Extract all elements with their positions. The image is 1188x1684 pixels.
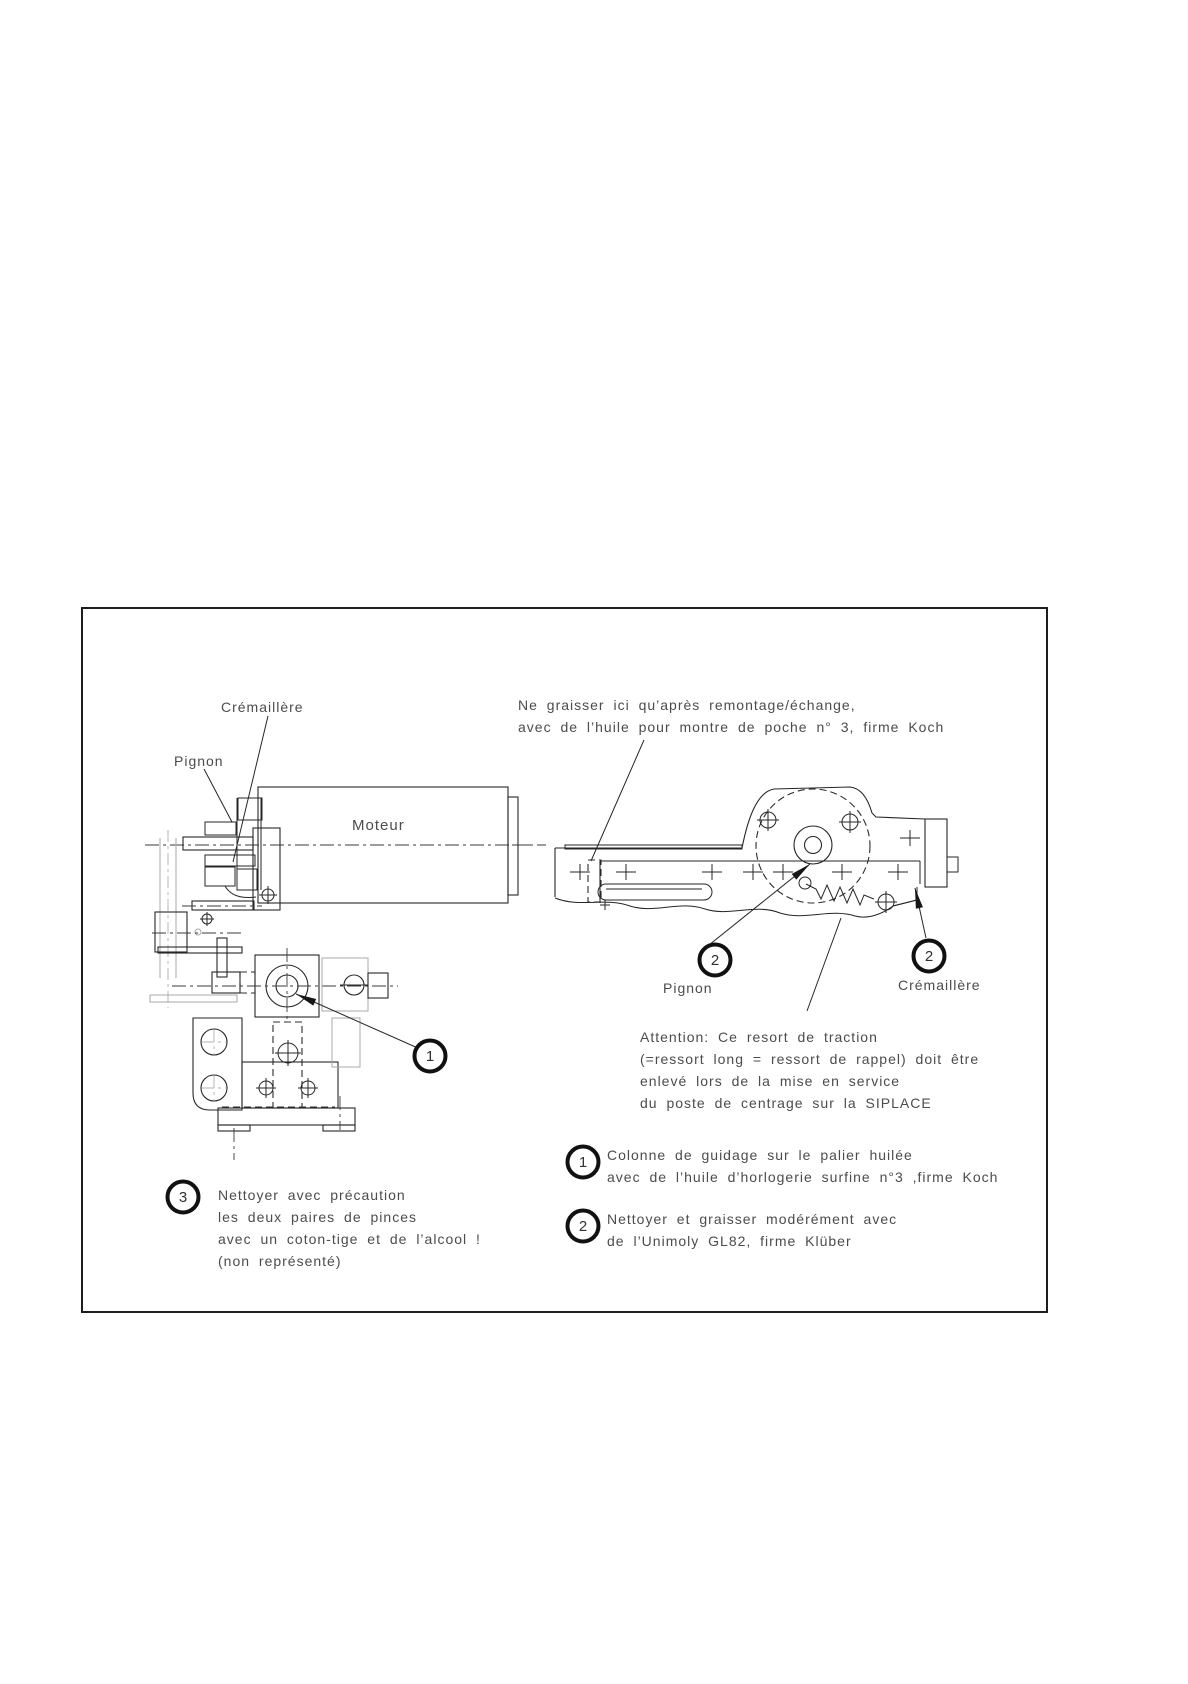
gearbox-block <box>172 948 398 1022</box>
callout-1-arrow <box>296 994 420 1049</box>
guide-column <box>150 830 243 1008</box>
pinion-shaft <box>183 837 253 850</box>
left-view-drawing <box>145 699 530 1160</box>
callout-2a-number: 2 <box>710 952 720 969</box>
bolt-symbol <box>259 886 277 904</box>
note-3-number: 3 <box>178 1189 188 1206</box>
note-2-number: 2 <box>578 1218 588 1235</box>
attention-note <box>640 1029 979 1111</box>
note-3-line4: (non représenté) <box>218 1253 342 1269</box>
legend-note-1 <box>568 1147 999 1186</box>
attention-line3: enlevé lors de la mise en service <box>640 1073 901 1089</box>
attention-line1: Attention: Ce resort de traction <box>640 1029 878 1045</box>
bolt-symbol-small <box>200 912 214 926</box>
right-view-drawing <box>512 697 981 1111</box>
callout-2a-arrow <box>709 864 810 945</box>
pinion-hub <box>794 826 832 864</box>
note-1-line1: Colonne de guidage sur le palier huilée <box>607 1147 913 1163</box>
note-3-line1: Nettoyer avec précaution <box>218 1187 406 1203</box>
note-3-line2: les deux paires de pinces <box>218 1209 417 1225</box>
break-line <box>555 898 917 917</box>
lube-note-line2: avec de l’huile pour montre de poche n° 3, firme Koch <box>518 719 945 735</box>
legend-note-2 <box>568 1211 898 1250</box>
note-1-number: 1 <box>578 1154 588 1171</box>
callout-1-number: 1 <box>425 1048 435 1065</box>
callout-2b-arrow <box>915 888 926 938</box>
spring-leader <box>807 918 841 1011</box>
support-bar <box>192 901 254 910</box>
lube-note-leader <box>591 740 644 861</box>
traction-spring <box>799 877 897 913</box>
rack-end-block <box>925 819 947 887</box>
note-1-line2: avec de l’huile d’horlogerie surfine n°3 ,firme Koch <box>607 1169 999 1185</box>
attention-line2: (=ressort long = ressort de rappel) doit être <box>640 1051 980 1067</box>
attention-line4: du poste de centrage sur la SIPLACE <box>640 1095 932 1111</box>
callout-2b-number: 2 <box>924 948 934 965</box>
label-moteur: Moteur <box>352 817 405 834</box>
pivot-body <box>742 787 958 906</box>
lube-note-line1: Ne graisser ici qu’après remontage/échange, <box>518 697 856 713</box>
note-2-line1: Nettoyer et graisser modérément avec <box>607 1211 898 1227</box>
note-2-line2: de l’Unimoly GL82, firme Klüber <box>607 1233 852 1249</box>
rail-center-marks <box>570 830 920 880</box>
label-cremaillere-right: Crémaillère <box>898 977 981 993</box>
pignon-leader <box>204 769 232 822</box>
legend-note-3 <box>168 1182 481 1270</box>
note-3-line3: avec un coton-tige et de l’alcool ! <box>218 1231 481 1247</box>
label-cremaillere-left: Crémaillère <box>221 699 304 715</box>
guide-rail <box>555 845 920 910</box>
base-bracket <box>193 1018 360 1160</box>
cremaillere-leader <box>233 716 268 862</box>
label-pignon-right: Pignon <box>663 980 713 996</box>
label-pignon-left: Pignon <box>174 753 224 769</box>
